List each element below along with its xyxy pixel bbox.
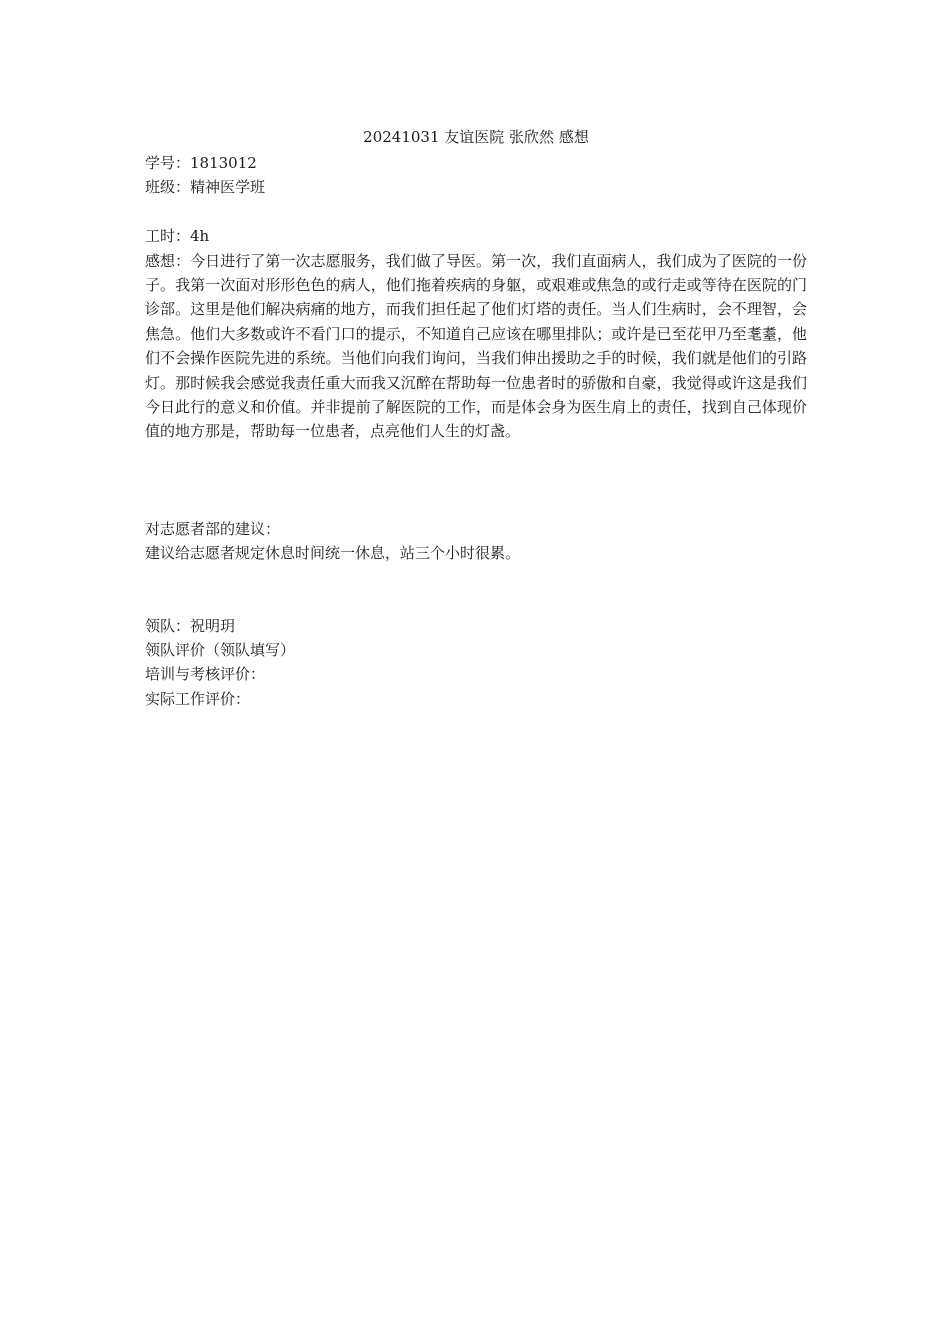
document-title: 20241031 友谊医院 张欣然 感想 xyxy=(363,128,589,146)
spacer xyxy=(145,566,807,614)
team-leader: 领队：祝明玥 xyxy=(145,616,236,635)
document-body xyxy=(145,127,807,711)
leader-evaluation: 领队评价（领队填写） xyxy=(145,641,296,660)
suggestion-heading: 对志愿者部的建议： xyxy=(145,519,281,538)
student-id: 学号：1813012 xyxy=(145,154,257,172)
spacer xyxy=(145,444,807,517)
spacer xyxy=(145,200,807,224)
work-evaluation: 实际工作评价： xyxy=(145,689,251,708)
work-hours: 工时：4h xyxy=(145,227,210,246)
reflection-paragraph: 感想：今日进行了第一次志愿服务，我们做了导医。第一次，我们直面病人，我们成为了医院的一份子。我第一次面对形形色色的病人，他们拖着疾病的身躯，或艰难或焦急的或行走或等待在医院的门诊部。这里是他们解决病痛的地方，而我们担任起了他们灯塔的责任。当人们生病时，会不理智，会焦急。他们大多数或许不看门口的提示，不知道自己应该在哪里排队；或许是已至花甲乃至耄耋，他们不会操作医院先进的系统。当他们向我们询问，当我们伸出援助之手的时候，我们就是他们的引路灯。那时候我会感觉我责任重大而我又沉醉在帮助每一位患者时的骄傲和自豪，我觉得或许这是我们今日此行的意义和价值。并非提前了解医院的工作，而是体会身为医生肩上的责任，找到自己体现价值的地方那是，帮助每一位患者，点亮他们人生的灯盏。 xyxy=(145,251,807,441)
training-evaluation: 培训与考核评价： xyxy=(145,665,266,684)
suggestion-text: 建议给志愿者规定休息时间统一休息，站三个小时很累。 xyxy=(145,544,521,563)
class-name: 班级：精神医学班 xyxy=(145,178,266,197)
